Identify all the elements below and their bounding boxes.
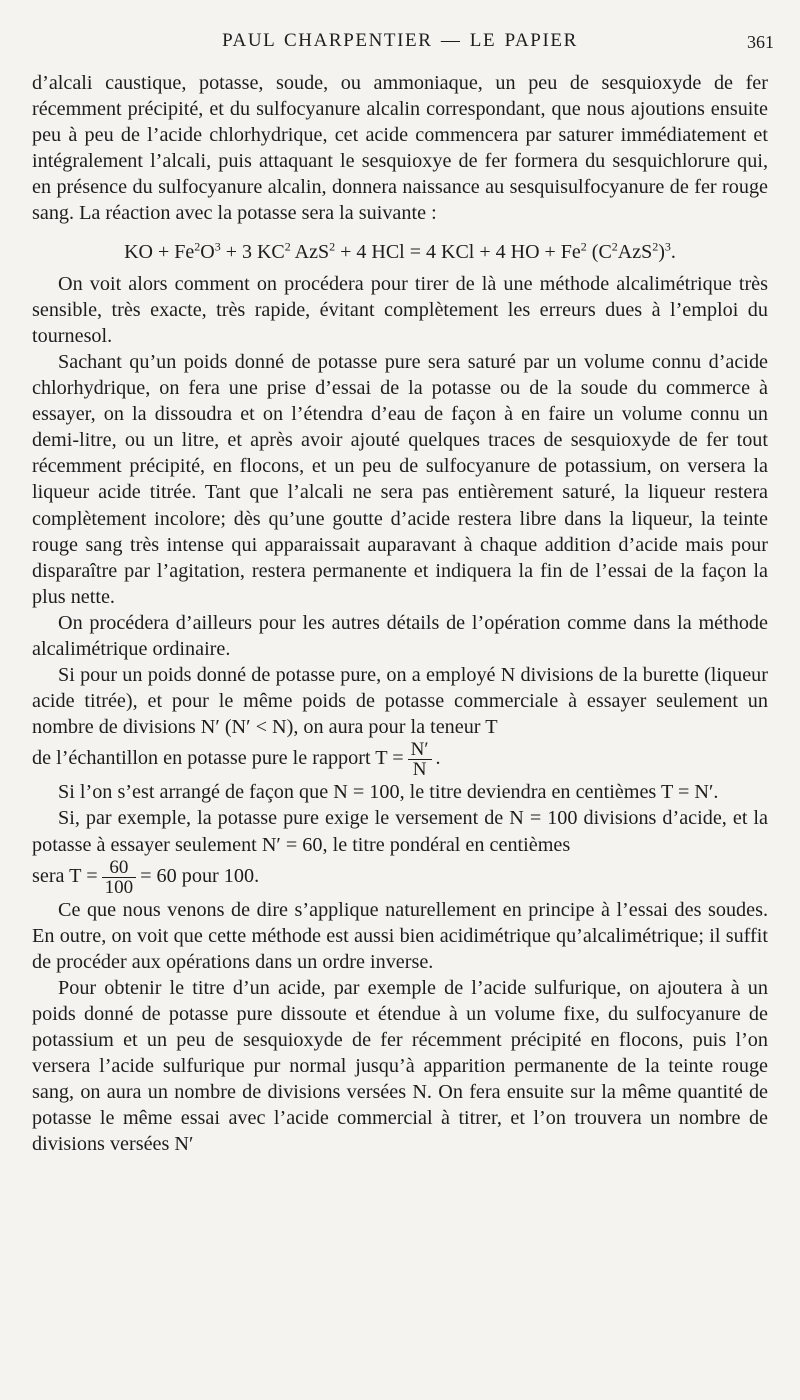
ratio-line: de l’échantillon en potasse pure le rapport T = $\frac{N'}{N}$ .	[32, 739, 441, 781]
example-line: sera T = $\frac{60}{100}$ = 60 pour 100.	[32, 856, 260, 898]
example-fraction: $\frac{60}{100}$	[102, 858, 137, 897]
body-text	[32, 70, 768, 1158]
running-title: PAUL CHARPENTIER — LE PAPIER	[222, 30, 578, 51]
paragraph: Si, par exemple, la potasse pure exige le versement de N = 100 divisions d’acide, et la potasse à essayer seulement N′ = 60, le titre pondéral en centièmes	[32, 807, 768, 856]
paragraph: Sachant qu’un poids donné de potasse pure sera saturé par un volume connu d’acide chlorhydrique, on fera une prise d’essai de la potasse ou de la soude du commerce à essayer, on la dissoudra et on l’étendra d’eau de façon à en faire un volume connu un demi-litre, ou un litre, et après avoir ajouté quelques traces de sesquioxyde de fer tout récemment précipité, en flocons, et un peu de sulfocyanure de potassium, on versera la liqueur acide titrée. Tant que l’alcali ne sera pas entièrement saturé, la liqueur restera complètement incolore; dès qu’une goutte d’acide restera libre dans la liqueur, la teinte rouge sang très intense qui apparaissait auparavant à chaque addition d’acide mais pour disparaître par l’agitation, restera permanente et indiquera la fin de l’essai de la façon la plus nette.	[32, 350, 768, 608]
chemical-equation: KO + $Fe^2O^3 + 3$ $KC^2$ AzS$^2$ + 4 HCl = 4 KCl + 4 HO + $Fe^2$ $(C^2AzS^2)^3$.	[124, 238, 676, 263]
paragraph: Si pour un poids donné de potasse pure, on a employé N divisions de la burette (liqueur acide titrée), et pour le même poids de potasse commerciale à essayer seulement un nombre de divisions N′ (N′ < N), on aura pour la teneur T	[32, 664, 768, 739]
paragraph: Si l’on s’est arrangé de façon que N = 100, le titre deviendra en centièmes T = N′.	[58, 781, 719, 804]
paragraph: On voit alors comment on procédera pour tirer de là une méthode alcalimétrique très sensible, très exacte, très rapide, évitant complètement les erreurs dues à l’emploi du tournesol.	[32, 272, 768, 347]
page-number: 361	[747, 32, 774, 52]
running-head	[0, 30, 800, 60]
paragraph: Pour obtenir le titre d’un acide, par exemple de l’acide sulfurique, on ajoutera à un poids donné de potasse pure dissoute et étendue à un volume fixe, du sulfocyanure de potassium et un peu de sesquioxyde de fer récemment précipité en flocons, puis l’on versera l’acide sulfurique pur normal jusqu’à apparition permanente de la teinte rouge sang, on aura un nombre de divisions versées N. On fera ensuite sur la même quantité de potasse le même essai avec l’acide commercial à titrer, et l’on trouvera un nombre de divisions versées N′	[32, 976, 768, 1156]
paragraph: On procédera d’ailleurs pour les autres détails de l’opération comme dans la méthode alcalimétrique ordinaire.	[32, 611, 768, 660]
paragraph-continuation: d’alcali caustique, potasse, soude, ou ammoniaque, un peu de sesquioxyde de fer récemment précipité, et du sulfocyanure alcalin correspondant, que nous ajoutions ensuite peu à peu de l’acide chlorhydrique, cet acide commencera par saturer immédiatement et intégralement l’alcali, puis attaquant le sesquioxye de fer formera du sesquichlorure qui, en présence du sulfocyanure alcalin, donnera naissance au sesquisulfocyanure de fer rouge sang. La réaction avec la potasse sera la suivante :	[32, 72, 768, 225]
paragraph: Ce que nous venons de dire s’applique naturellement en principe à l’essai des soudes. En outre, on voit que cette méthode est aussi bien acidimétrique qu’alcalimétrique; il suffit de procéder aux opérations dans un ordre inverse.	[32, 898, 768, 973]
ratio-fraction: $\frac{N'}{N}$	[408, 740, 432, 779]
